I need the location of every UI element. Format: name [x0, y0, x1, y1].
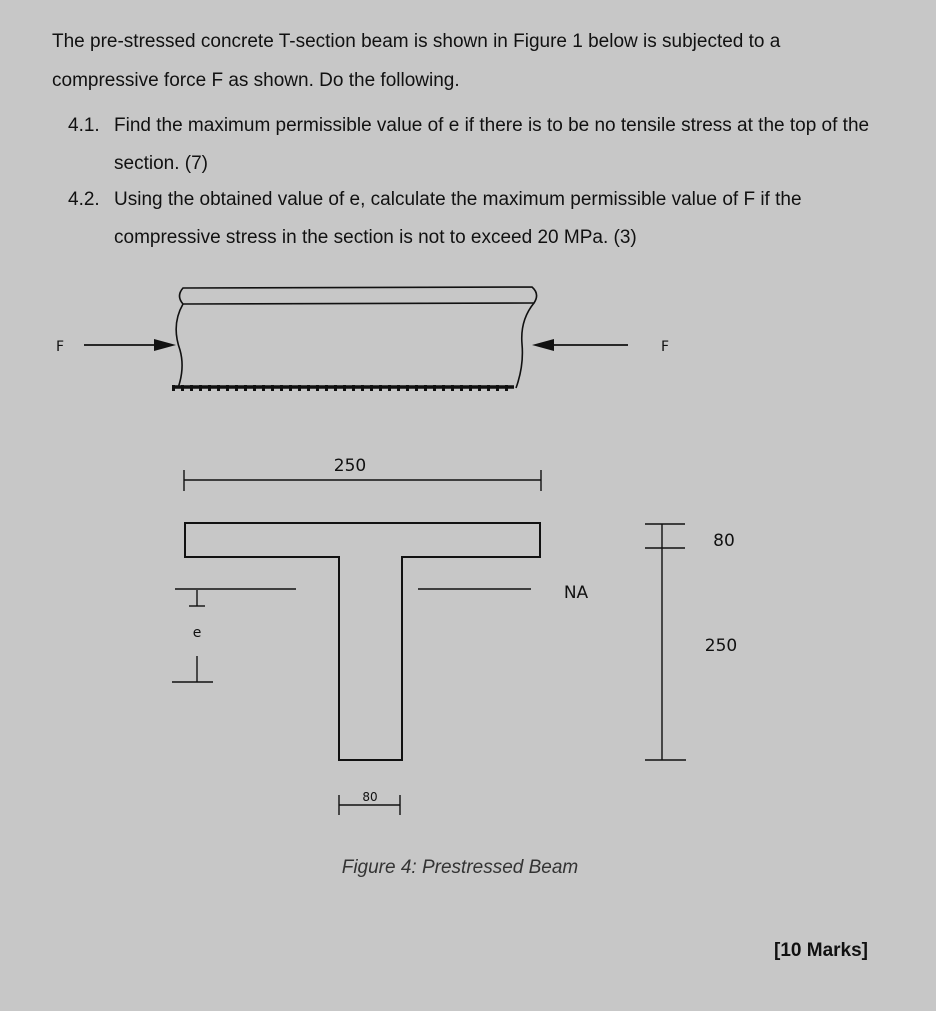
force-right-arrow: [532, 339, 628, 351]
flange-depth-label: 80: [713, 531, 735, 551]
question-text: Find the maximum permissible value of e if there is to be no tensile stress at the top of the section. (7): [114, 115, 870, 174]
beam-top-flange: [180, 287, 537, 304]
t-section-outline: [185, 523, 540, 760]
intro-paragraph: The pre-stressed concrete T-section beam is shown in Figure 1 below is subjected to a compressive force F as shown. Do the following.: [52, 31, 781, 91]
eccentricity-label: e: [192, 625, 202, 641]
flange-width-label: 250: [333, 456, 367, 476]
force-left-arrow: [84, 339, 176, 351]
question-number: 4.1.: [68, 115, 100, 136]
neutral-axis-label: NA: [563, 583, 589, 603]
beam-left-end: [176, 304, 183, 388]
depth-dimension: [645, 524, 686, 760]
marks-total: [10 Marks]: [774, 940, 868, 961]
web-width-label: 80: [362, 790, 378, 804]
force-right-label: F: [661, 339, 670, 355]
beam-elevation: [172, 287, 537, 388]
total-depth-label: 250: [704, 636, 738, 656]
beam-right-end: [516, 303, 534, 388]
question-number: 4.2.: [68, 189, 100, 210]
question-text: Using the obtained value of e, calculate the maximum permissible value of F if the compressive stress in the section is not to exceed 20 MPa. (3): [114, 189, 802, 248]
figure-caption: Figure 4: Prestressed Beam: [341, 857, 579, 878]
force-left-label: F: [56, 339, 65, 355]
